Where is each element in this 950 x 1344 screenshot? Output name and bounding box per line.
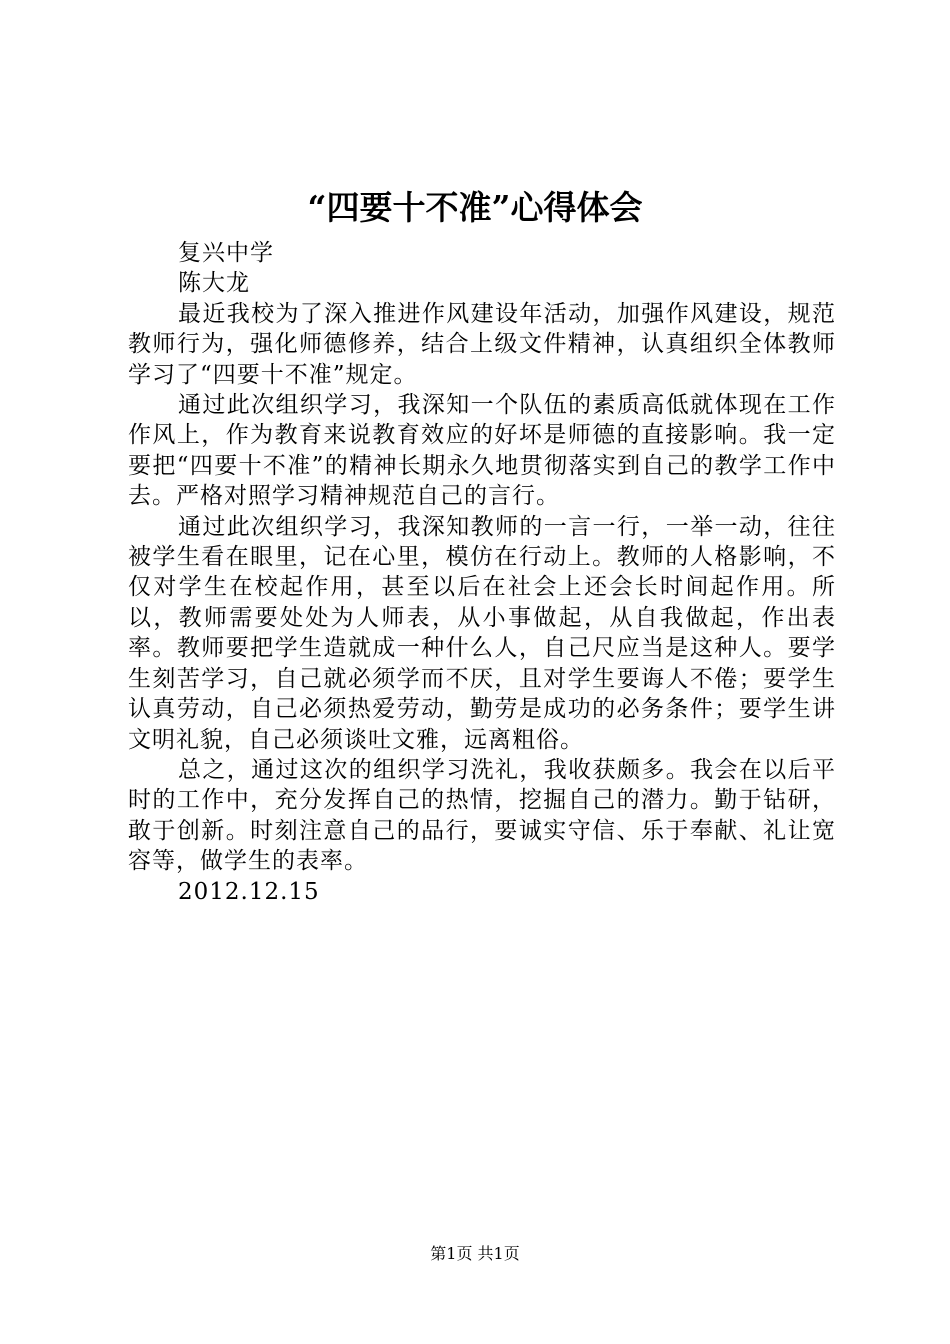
- paragraph-2: 通过此次组织学习，我深知一个队伍的素质高低就体现在工作作风上，作为教育来说教育效应的好坏是师德的直接影响。我一定要把“四要十不准”的精神长期永久地贯彻落实到自己的教学工作中去。严格对照学习精神规范自己的言行。: [128, 392, 836, 510]
- paragraph-3: 通过此次组织学习，我深知教师的一言一行，一举一动，往往被学生看在眼里，记在心里，模仿在行动上。教师的人格影响，不仅对学生在校起作用，甚至以后在社会上还会长时间起作用。所以，教师需要处处为人师表，从小事做起，从自我做起，作出表率。教师要把学生造就成一种什么人，自己尺应当是这种人。要学生刻苦学习，自己就必须学而不厌，且对学生要诲人不倦；要学生认真劳动，自己必须热爱劳动，勤劳是成功的必务条件；要学生讲文明礼貌，自己必须谈吐文雅，远离粗俗。: [128, 513, 836, 753]
- author-line: 陈大龙: [178, 270, 250, 297]
- document-body: [128, 238, 836, 907]
- paragraph-1: 最近我校为了深入推进作风建设年活动，加强作风建设，规范教师行为，强化师德修养，结合上级文件精神，认真组织全体教师学习了“四要十不准”规定。: [128, 300, 836, 388]
- paragraph-4: 总之，通过这次的组织学习洗礼，我收获颇多。我会在以后平时的工作中，充分发挥自己的热情，挖掘自己的潜力。勤于钻研，敢于创新。时刻注意自己的品行，要诚实守信、乐于奉献、礼让宽容等，做学生的表率。: [128, 756, 836, 875]
- page-footer: 第1页 共1页: [430, 1244, 520, 1263]
- document-title: “四要十不准”心得体会: [307, 188, 643, 227]
- school-line: 复兴中学: [178, 240, 274, 266]
- date-line: 2012.12.15: [178, 878, 320, 905]
